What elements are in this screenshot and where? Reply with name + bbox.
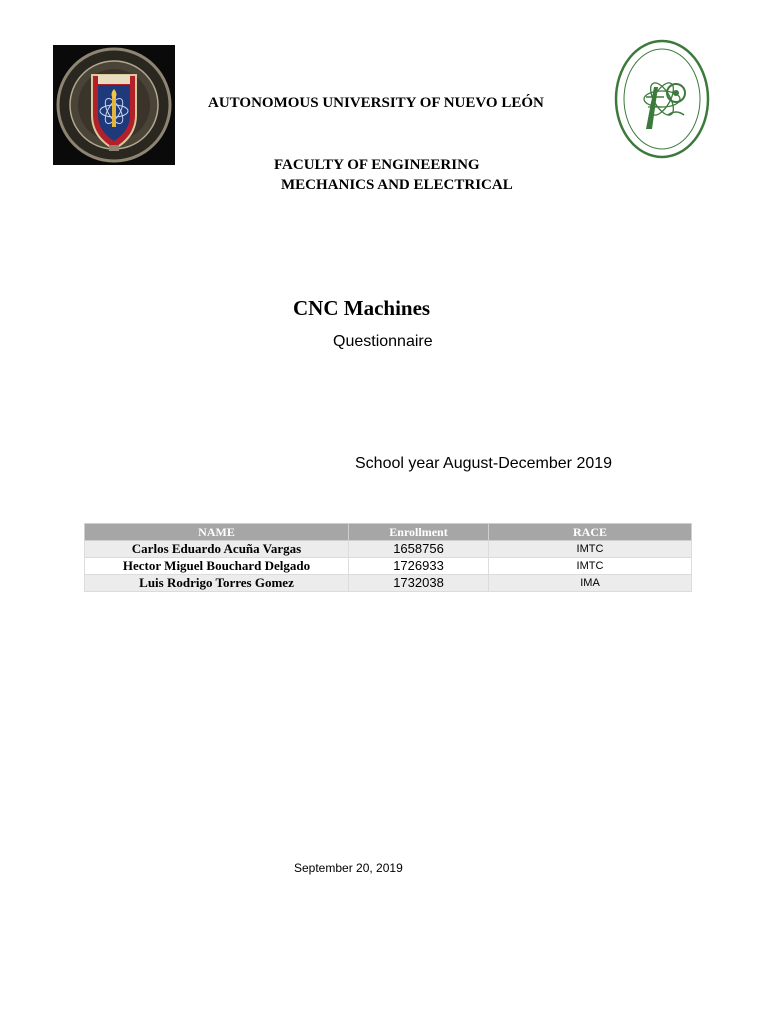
document-subtitle: Questionnaire xyxy=(333,333,433,350)
student-name: Luis Rodrigo Torres Gomez xyxy=(85,575,349,592)
student-table xyxy=(84,523,692,592)
university-name: AUTONOMOUS UNIVERSITY OF NUEVO LEÓN xyxy=(208,95,544,111)
student-enrollment: 1658756 xyxy=(349,541,489,558)
fime-emblem-icon xyxy=(612,37,712,161)
table-row xyxy=(85,541,692,558)
table-row xyxy=(85,558,692,575)
student-race: IMA xyxy=(489,575,692,592)
header-name: NAME xyxy=(85,524,349,541)
header-enrollment: Enrollment xyxy=(349,524,489,541)
faculty-line-2: MECHANICS AND ELECTRICAL xyxy=(281,177,513,193)
student-name: Carlos Eduardo Acuña Vargas xyxy=(85,541,349,558)
table-header-row xyxy=(85,524,692,541)
document-date: September 20, 2019 xyxy=(294,861,403,875)
school-year: School year August-December 2019 xyxy=(355,455,613,472)
student-race: IMTC xyxy=(489,541,692,558)
student-race: IMTC xyxy=(489,558,692,575)
student-name: Hector Miguel Bouchard Delgado xyxy=(85,558,349,575)
student-enrollment: 1732038 xyxy=(349,575,489,592)
faculty-line-1: FACULTY OF ENGINEERING xyxy=(274,157,480,173)
student-enrollment: 1726933 xyxy=(349,558,489,575)
header-race: RACE xyxy=(489,524,692,541)
document-title: CNC Machines xyxy=(293,296,431,320)
table-row xyxy=(85,575,692,592)
uanl-seal-icon xyxy=(53,45,175,165)
